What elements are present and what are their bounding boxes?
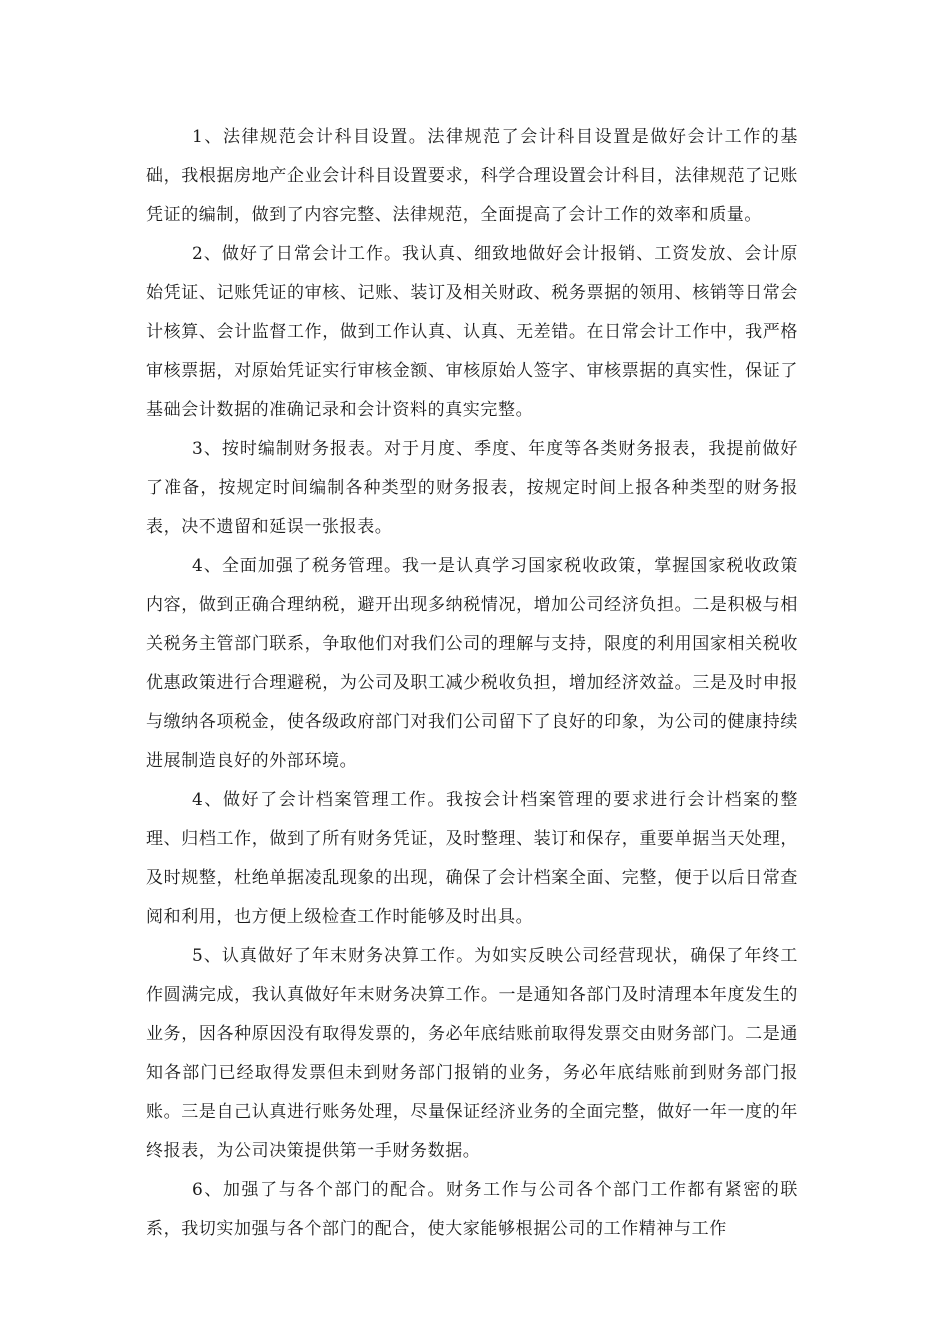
- paragraph-7: 6、加强了与各个部门的配合。财务工作与公司各个部门工作都有紧密的联系，我切实加强与各个部门的配合，使大家能够根据公司的工作精神与工作: [146, 1180, 798, 1239]
- paragraph-5: 4、做好了会计档案管理工作。我按会计档案管理的要求进行会计档案的整理、归档工作，做到了所有财务凭证，及时整理、装订和保存，重要单据当天处理，及时规整，杜绝单据凌乱现象的出现，确保了会计档案全面、完整，便于以后日常查阅和利用，也方便上级检查工作时能够及时出具。: [146, 790, 798, 927]
- paragraph-1: 1、法律规范会计科目设置。法律规范了会计科目设置是做好会计工作的基础，我根据房地产企业会计科目设置要求，科学合理设置会计科目，法律规范了记账凭证的编制，做到了内容完整、法律规范，全面提高了会计工作的效率和质量。: [146, 127, 798, 225]
- paragraph-6: 5、认真做好了年末财务决算工作。为如实反映公司经营现状，确保了年终工作圆满完成，我认真做好年末财务决算工作。一是通知各部门及时清理本年度发生的业务，因各种原因没有取得发票的，务必年底结账前取得发票交由财务部门。二是通知各部门已经取得发票但未到财务部门报销的业务，务必年底结账前到财务部门报账。三是自己认真进行账务处理，尽量保证经济业务的全面完整，做好一年一度的年终报表，为公司决策提供第一手财务数据。: [146, 946, 798, 1161]
- paragraph-4: 4、全面加强了税务管理。我一是认真学习国家税收政策，掌握国家税收政策内容，做到正确合理纳税，避开出现多纳税情况，增加公司经济负担。二是积极与相关税务主管部门联系，争取他们对我们公司的理解与支持，限度的利用国家相关税收优惠政策进行合理避税，为公司及职工减少税收负担，增加经济效益。三是及时申报与缴纳各项税金，使各级政府部门对我们公司留下了良好的印象，为公司的健康持续进展制造良好的外部环境。: [146, 556, 798, 771]
- paragraph-3: 3、按时编制财务报表。对于月度、季度、年度等各类财务报表，我提前做好了准备，按规定时间编制各种类型的财务报表，按规定时间上报各种类型的财务报表，决不遗留和延误一张报表。: [146, 439, 798, 537]
- document-body: [146, 118, 798, 1249]
- paragraph-2: 2、做好了日常会计工作。我认真、细致地做好会计报销、工资发放、会计原始凭证、记账凭证的审核、记账、装订及相关财政、税务票据的领用、核销等日常会计核算、会计监督工作，做到工作认真、认真、无差错。在日常会计工作中，我严格审核票据，对原始凭证实行审核金额、审核原始人签字、审核票据的真实性，保证了基础会计数据的准确记录和会计资料的真实完整。: [146, 244, 798, 420]
